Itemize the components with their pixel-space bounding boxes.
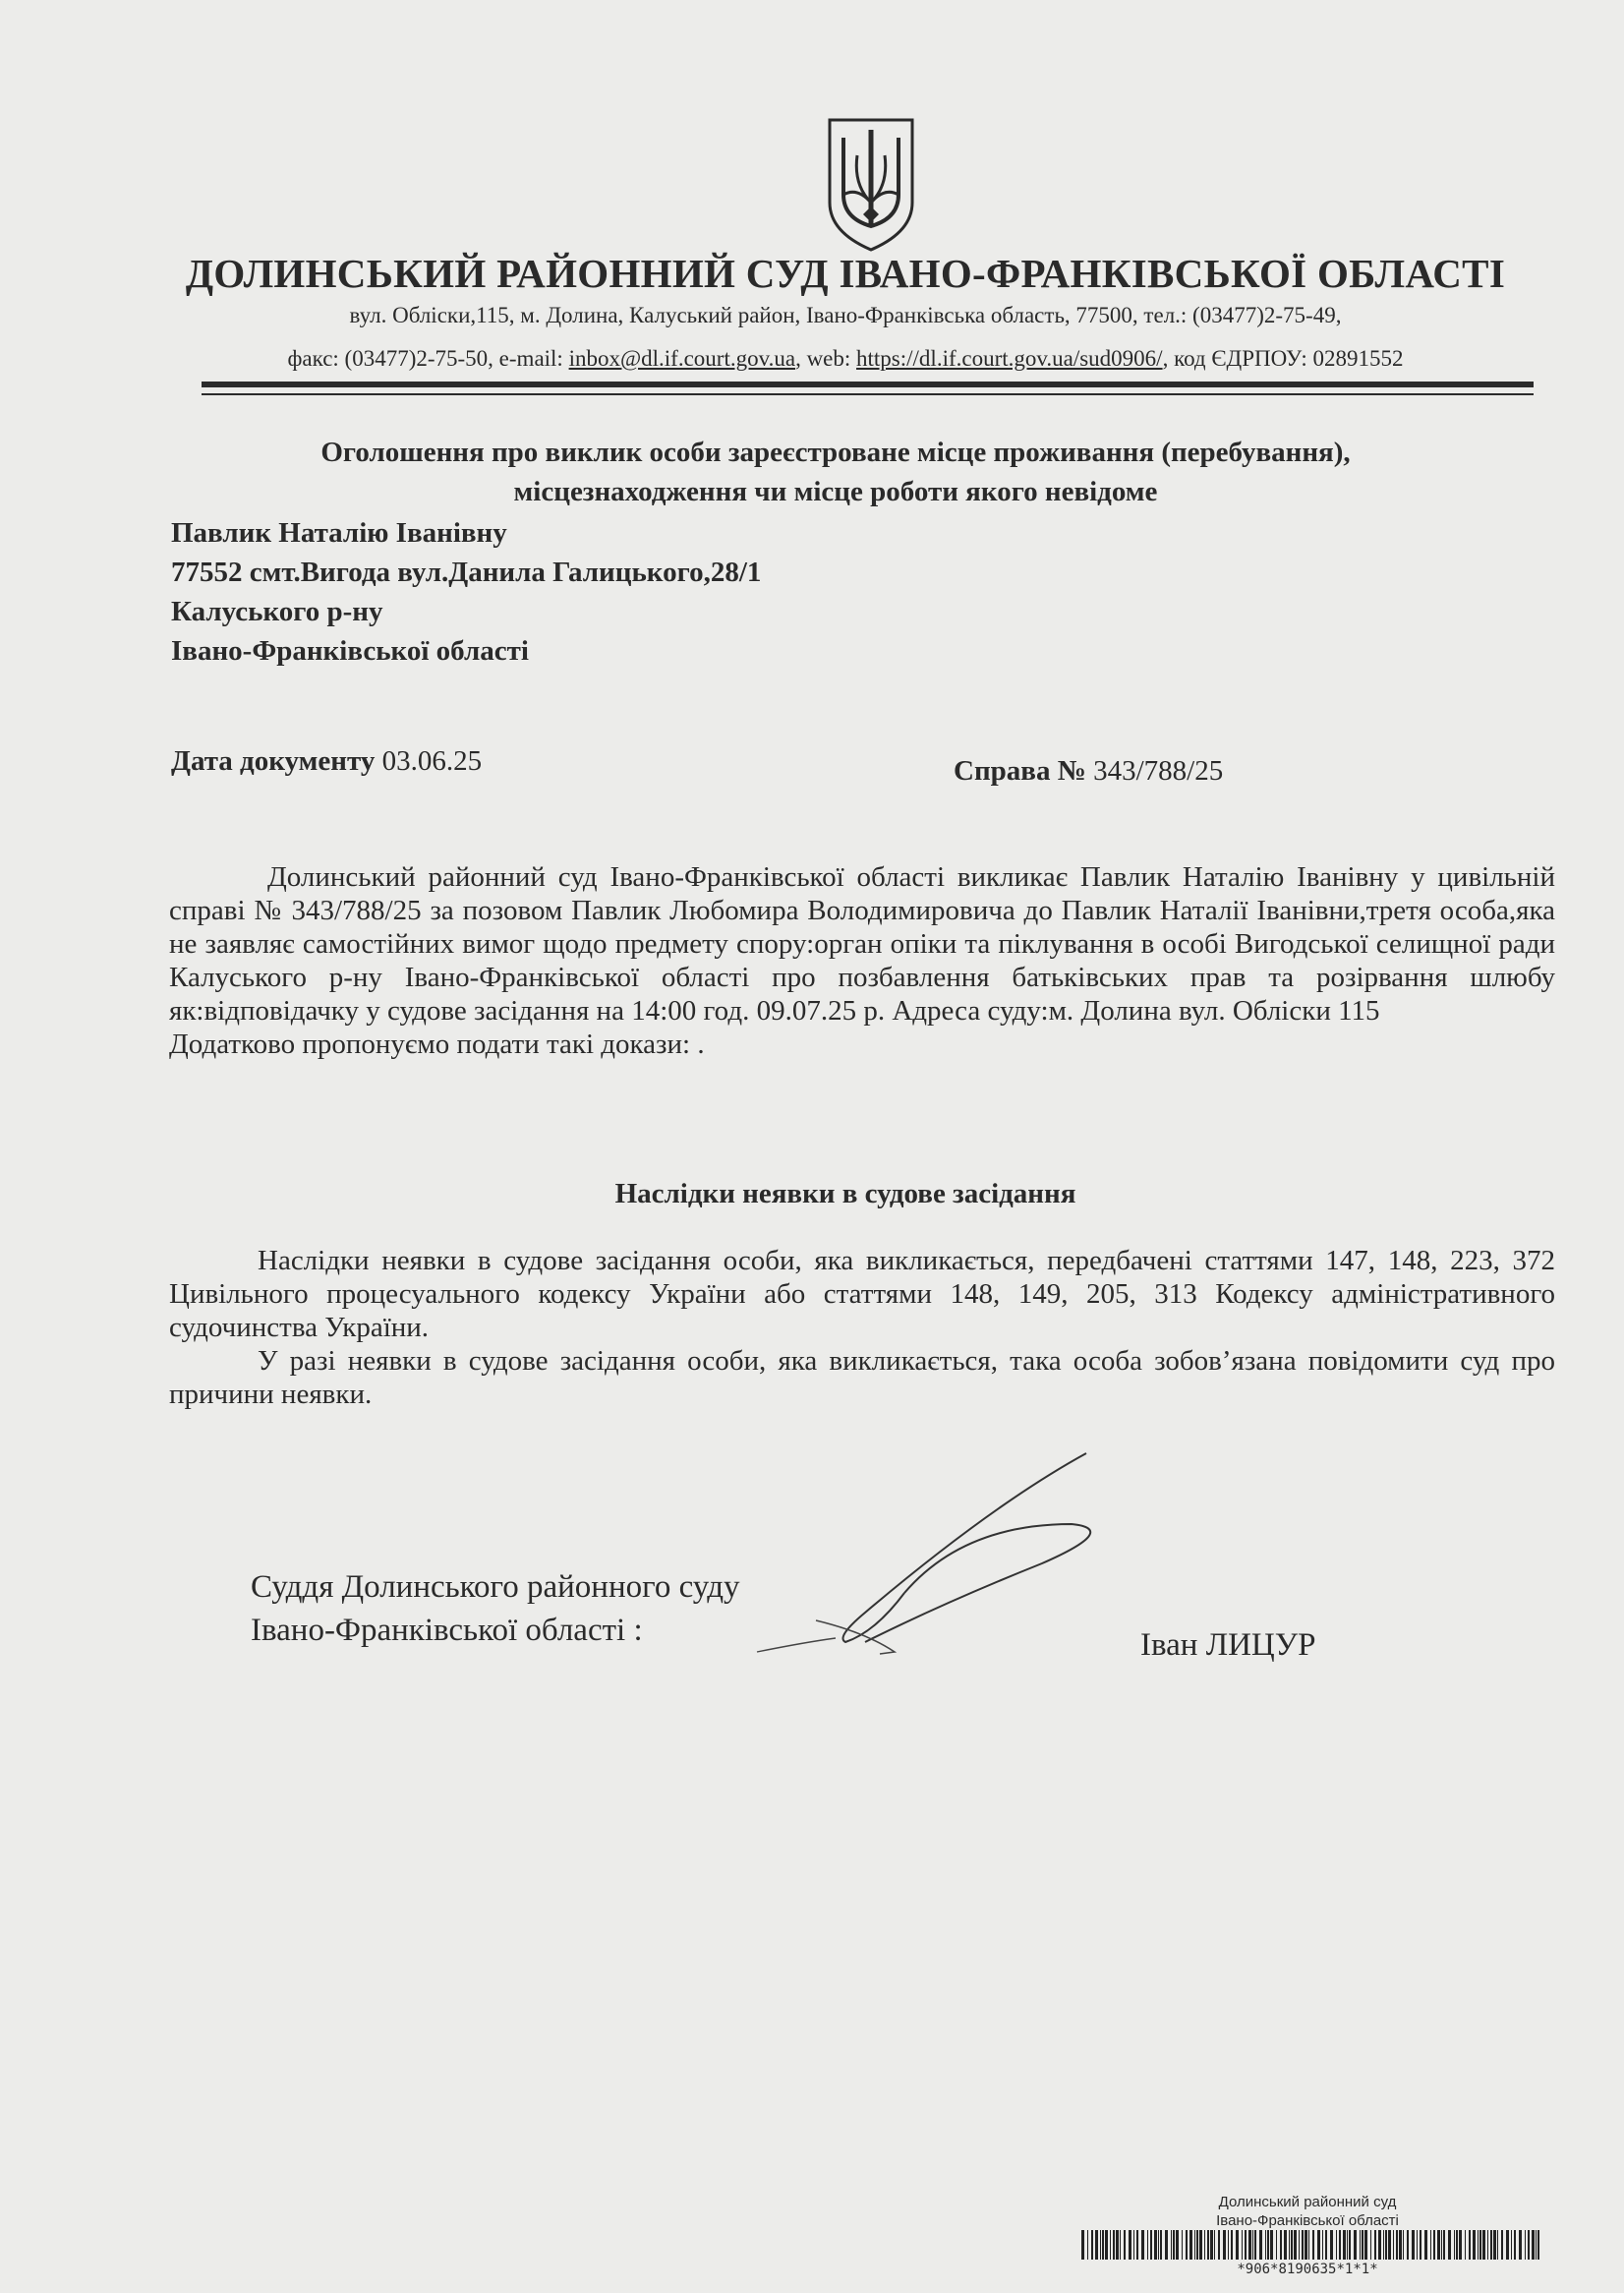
signer-name: Іван ЛИЦУР (1140, 1627, 1316, 1663)
consequences-body (169, 1244, 1555, 1411)
recipient-block (171, 513, 761, 671)
header-divider-thin (202, 393, 1534, 395)
court-contacts: факс: (03477)2-75-50, e-mail: inbox@dl.if.court.gov.ua, web: https://dl.if.court.gov.ua/sud0906/, код ЄДРПОУ: 02891552 (287, 346, 1404, 371)
court-name: ДОЛИНСЬКИЙ РАЙОННИЙ СУД ІВАНО-ФРАНКІВСЬКОЇ ОБЛАСТІ (185, 251, 1506, 296)
recipient-region: Івано-Франківської області (171, 635, 529, 667)
recipient-street: 77552 смт.Вигода вул.Данила Галицького,28/1 (171, 557, 762, 588)
summons-paragraph: Долинський районний суд Івано-Франківської області викликає Павлик Наталію Іванівну у цивільній справі № 343/788/25 за позовом Павлик Любомира Володимировича до Павлик Наталії Іванівни,третя особа,яка не заявляє самостійних вимог щодо предмету спору:орган опіки та піклування в особі Вигодської селищної ради Калуського р-ну Івано-Франківської області про позбавлення батьківських прав та розірвання шлюбу як:відповідачку у судове засідання на 14:00 год. 09.07.25 р. Адреса суду:м. Долина вул. Обліски 115 (169, 861, 1555, 1027)
header-divider (202, 382, 1534, 387)
consequences-paragraph-1: Наслідки неявки в судове засідання особи, яка викликається, передбачені статтями 147, 148, 223, 372 Цивільного процесуального кодексу України або статтями 148, 149, 205, 313 Кодексу адміністративного судочинства України. (169, 1245, 1555, 1343)
trident-emblem-icon (824, 116, 918, 254)
registry-stamp: Долинський районний суд Івано-Франківської області (1216, 2194, 1399, 2229)
barcode-number: *906*8190635*1*1* (1237, 2262, 1378, 2277)
summons-body (169, 860, 1555, 1061)
recipient-name: Павлик Наталію Іванівну (171, 517, 507, 549)
barcode-icon (1081, 2230, 1543, 2260)
document-date: Дата документу 03.06.25 (171, 745, 483, 777)
consequences-paragraph-2: У разі неявки в судове засідання особи, яка викликається, така особа зобов’язана повідомити суд про причини неявки. (169, 1345, 1555, 1410)
email-link[interactable]: inbox@dl.if.court.gov.ua (568, 346, 796, 371)
recipient-district: Калуського р-ну (171, 596, 383, 627)
signer-role: Суддя Долинського районного суду Івано-Франківської області : (251, 1569, 740, 1648)
consequences-title: Наслідки неявки в судове засідання (614, 1178, 1076, 1209)
handwritten-signature-icon (747, 1445, 1121, 1672)
court-address: вул. Обліски,115, м. Долина, Калуський район, Івано-Франківська область, 77500, тел.: (03477)2-75-49, (349, 303, 1342, 327)
web-link[interactable]: https://dl.if.court.gov.ua/sud0906/ (856, 346, 1163, 371)
notice-title: Оголошення про виклик особи зареєстроване місце проживання (перебування), місцезнаходження чи місце роботи якого невідоме (320, 437, 1351, 507)
additional-evidence: Додатково пропонуємо подати такі докази: . (169, 1029, 705, 1060)
case-number: Справа № 343/788/25 (954, 755, 1224, 787)
